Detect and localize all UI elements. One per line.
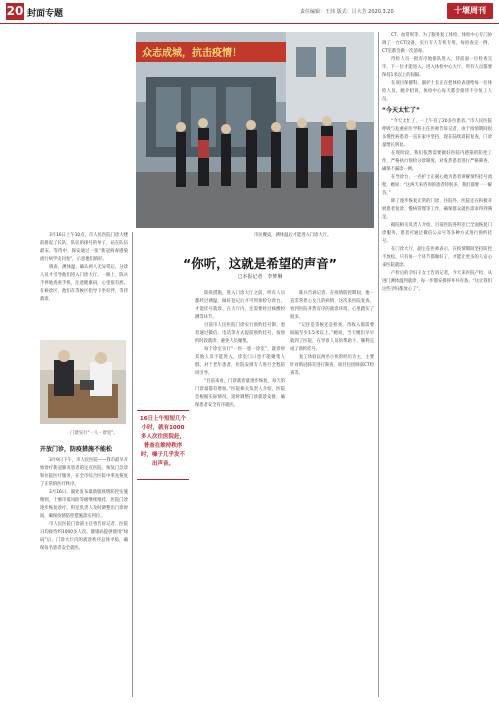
paragraph: 复工体验以两名小伙的经历为主，主要针对新冠肺炎进行筛查，项目包括肺部CT检查等。: [290, 355, 374, 376]
middle-column-b: [290, 290, 374, 698]
right-column: [382, 32, 492, 698]
left-column: [40, 232, 128, 332]
paragraph: 目前市人民医院门诊实行预约挂号制，患者通过微信、电话等方式提前预约挂号，按预约时段就诊，避免人员聚集。: [195, 323, 285, 344]
paragraph: 市人民医院门诊部主任曾告诉记者，医院日均接待约1000多人次，健康码提供使用“绿码”后，门诊大厅内的就诊秩序总体平稳，确保每名患者安全就医。: [40, 522, 128, 551]
paragraph: 陈兵告诉记者，在疫情防控期间，他一直非常担心女儿的病情，这次来医院复查，看到医院井然有序的就诊环境，心里踏实了很多。: [290, 291, 374, 320]
page-number: 20: [6, 4, 24, 18]
paragraph: “记住是等候还是检查，待收入都需要间隔至少1.5米以上。”她说，当天她们早早就到了医院，在导诊人员的帮助下，顺利完成了预约挂号。: [290, 323, 374, 352]
subheading: “今天太忙了”: [382, 107, 420, 114]
brand-logo: 十堰周刊: [447, 3, 493, 19]
paragraph: “目前来看，门诊就诊量逐步恢复，每天的门诊量都有增加。”医院相关负责人介绍，医院会根据实际情况，适时调整门诊就诊安排，确保患者安全有序就医。: [195, 379, 285, 408]
paragraph: 防疫措施，进入门诊大厅之前，所有人员都经过测温，做好登记后才可到预检分诊台，才能挂号就诊。在大厅内，还需要经过核酸检测等环节。: [195, 291, 285, 320]
paragraph: 产检后的孕妇王女士告诉记者，今天来医院产检，从进门测体温到就诊，每一步都安排得井井有条，“这让我们这些孕妇都放心了”。: [382, 271, 492, 292]
article-byline: □本报记者 李梦琳: [237, 274, 283, 280]
paragraph: 3月16日，副处发布最新版疫情防控实施细则，十堰市低风险等级继续维持，医院门诊逐步恢复诊疗。科室负责人及时调整出门诊时间，确保疫情防控措施落实到位。: [40, 490, 128, 519]
paragraph: 3月16日上午10点，市人民医院门诊大楼前排起了长队，队民的排号的单子，站在队伍最末。等待中，保安通过一张“新冠病毒感染流行病学史问卷”，示意他们填好。: [40, 233, 128, 262]
pull-quote: 16日上午短短几个小时，就有1000多人次往医院赶，普查在维持秩序时，嗓子几乎发不出声音。: [137, 410, 189, 480]
hospital-entrance-photo: [136, 32, 374, 228]
middle-column-a: [195, 290, 285, 698]
paragraph: CT、血常规等，为了服务复工体检，体检中心专门协调了一台CT设备，实行专人专机专用，每检查完一例，CT室都会做一次消毒。: [382, 33, 492, 54]
page-header: [0, 0, 499, 24]
section-title: 封面专题: [27, 9, 64, 19]
paragraph: 填表、测体温、确认两人无异常后，分诊人员才引导他们进入门诊大厅。一路上，陈兵不停地查看手机，注意健康码，心里很有底。在候诊区，他们在等候区指导下坐好伴，等待就诊。: [40, 265, 128, 302]
paragraph: 待检人员一批有序地排队进入，待前面一位检查完毕，下一位才能进入。进入体检中心大厅，所有人员都要保持1米以上的间隔。: [382, 57, 492, 78]
paragraph: 3月9日下午，市人民医院——我市最早开始诊疗新冠肺炎患者的定点医院，恢复门急诊和住院医疗服务，在全市综合医院中率先恢复了正常的医疗秩序。: [40, 458, 128, 487]
paragraph: 据院相关负责人介绍，目前医院各科室已全面恢复门诊服务，患者可通过微信公众号等多种方式进行预约挂号。: [382, 223, 492, 244]
photo-caption: 市民餐桌，测体温后才能进入门诊大厅。: [254, 233, 332, 238]
editor-meta: 责任编辑：王玮 版式：吕大芳 2020.3.20: [300, 9, 394, 15]
paragraph: “今天太忙了，一上午有了20多位患者。”市人民医院呼吸与危重症医学科主任医师告诉记者，由于疫情期间很多慢性病患者一直在家中坚持，现在陆续返院复查，门诊量增长明显。: [382, 119, 492, 148]
left-column-lower: [40, 443, 128, 698]
column-divider: [132, 232, 133, 697]
paragraph: 在门诊大厅，副主任医师表示，在疫情期间坚持防控不放松，只有每一个环节都做好了，才能让更多的人安心来医院就诊。: [382, 247, 492, 268]
paragraph: 除了逐步恢复正常的门诊、住院外，医院还在积极开展患者复诊、慢病管理等工作，确保群众就医需求得到满足。: [382, 199, 492, 220]
photo-banner-text: 众志成城，抗击疫情！: [142, 48, 242, 59]
clinic-photo-caption: 门诊实行“一人一诊室”。: [70, 431, 118, 436]
article-title: “你听，这就是希望的声音”: [183, 256, 337, 271]
clinic-room-photo: [40, 340, 126, 424]
subheading: 开放门诊，防疫措施不能松: [40, 446, 113, 453]
paragraph: 在现阶段，我们依然需要做好医院内感染的防控工作，严格执行预检分诊制度，对发热患者进行严格筛查，确保不漏诊一例。: [382, 151, 492, 172]
paragraph: 每个诊室实行“一医一患一诊室”，就诊时其他人员不能进入，诊室门口也不能聚集人群。对于老年患者，医院安排专人进行全程陪同引导。: [195, 347, 285, 376]
column-divider: [378, 32, 379, 697]
paragraph: 在项目保健科，副护士长正在把体检表递给每一位体检人员，她介绍说，体检中心每天都会接待不少复工人员。: [382, 81, 492, 102]
paragraph: 在导诊台，一名护士正耐心地为患者讲解预约挂号流程，她说：“这两天来咨询的患者特别多，我们都要一一解答。”: [382, 175, 492, 196]
